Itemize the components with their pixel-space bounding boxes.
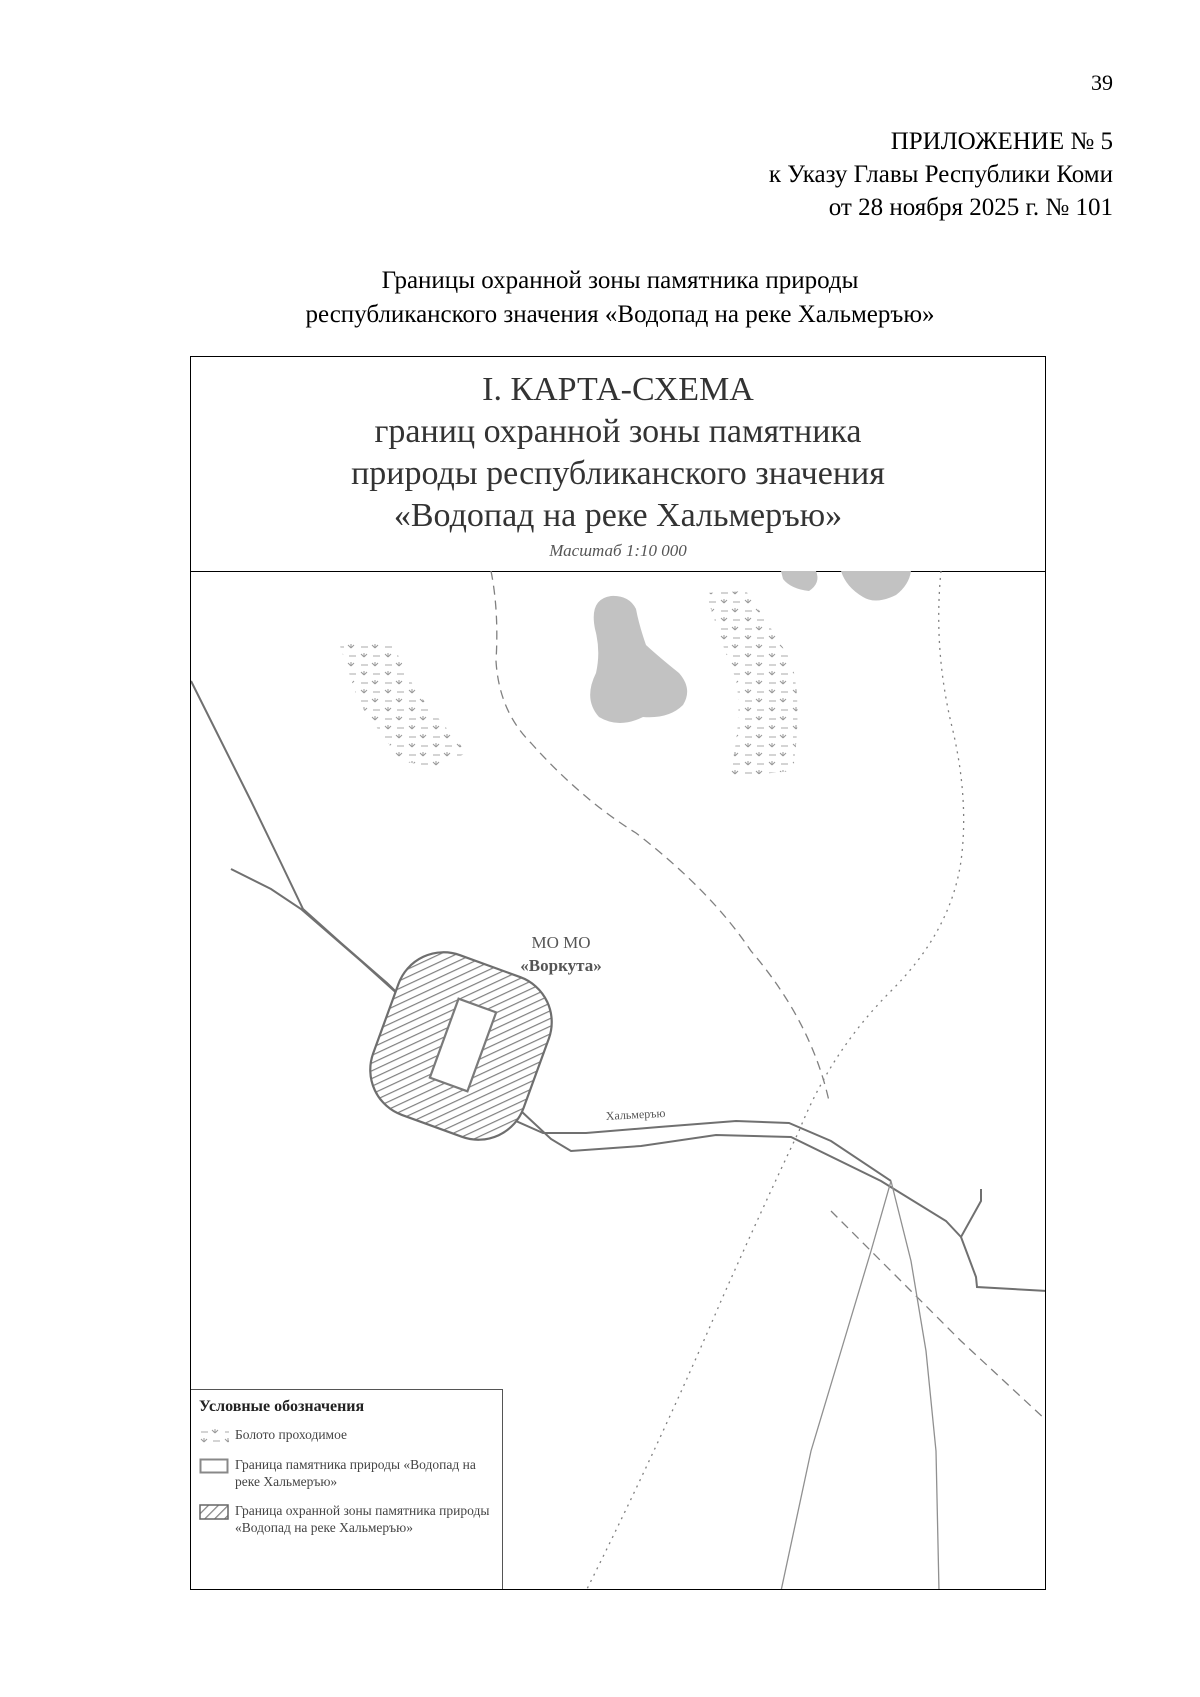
- monument-boundary-icon: [199, 1458, 229, 1474]
- boundary-dashed-southeast: [831, 1211, 1046, 1421]
- map-header: [191, 357, 1045, 572]
- legend-item-swamp: [199, 1426, 494, 1444]
- river-label: Хальмеръю: [605, 1105, 666, 1123]
- appendix-reference-line2: от 28 ноября 2025 г. № 101: [828, 194, 1113, 221]
- lake-central: [590, 596, 687, 723]
- swamp-east: [706, 591, 798, 777]
- swamp-west: [339, 641, 467, 767]
- stream-south-west: [781, 1181, 891, 1590]
- lake-north: [781, 571, 817, 591]
- swamp-hatch-icon: [199, 1428, 229, 1444]
- document-title-line2: республиканского значения «Водопад на реке Хальмеръю»: [305, 301, 935, 328]
- legend-label-swamp: Болото проходимое: [235, 1427, 348, 1442]
- road-line: [231, 869, 981, 1237]
- map-title-line4: «Водопад на реке Хальмеръю»: [393, 497, 843, 534]
- map-frame: [190, 356, 1046, 1590]
- legend-label-monument: Граница памятника природы «Водопад на реке Хальмеръю»: [235, 1457, 476, 1489]
- buffer-zone-hatch-icon: [199, 1504, 229, 1520]
- legend-title: Условные обозначения: [199, 1398, 365, 1415]
- road-east-branch: [961, 1237, 1046, 1291]
- map-scale: Масштаб 1:10 000: [549, 541, 687, 560]
- stream-south-east: [891, 1181, 939, 1590]
- lake-northeast: [841, 571, 911, 601]
- map-title-line2: границ охранной зоны памятника: [374, 413, 862, 450]
- page-number: 39: [1091, 70, 1113, 95]
- area-label-line1: МО МО: [531, 933, 591, 952]
- legend-item-monument: [199, 1456, 494, 1490]
- legend-label-buffer: Граница охранной зоны памятника природы «Водопад на реке Хальмеръю»: [235, 1503, 490, 1535]
- legend-item-buffer: [199, 1502, 494, 1536]
- area-label-line2: «Воркута»: [520, 956, 602, 975]
- appendix-title: ПРИЛОЖЕНИЕ № 5: [890, 128, 1113, 155]
- appendix-reference-line1: к Указу Главы Республики Коми: [768, 161, 1113, 188]
- legend: [191, 1389, 503, 1589]
- map-title-line1: I. КАРТА-СХЕМА: [482, 371, 754, 408]
- document-title-line1: Границы охранной зоны памятника природы: [381, 267, 859, 294]
- map-title-line3: природы республиканского значения: [351, 455, 885, 492]
